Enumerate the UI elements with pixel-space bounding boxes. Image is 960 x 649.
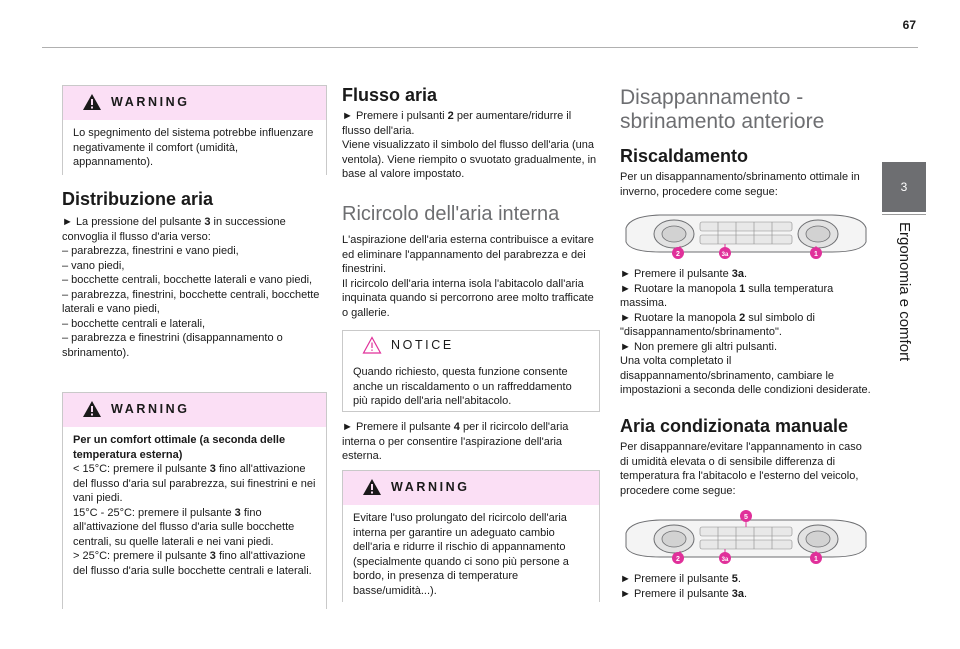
- ac-step: ► Premere il pulsante 5.: [620, 573, 741, 585]
- warning-body: [343, 505, 599, 602]
- warning-line: > 25°C: premere il pulsante 3 fino all'attivazione del flusso d'aria sulle bocchette centrali e laterali.: [73, 550, 312, 577]
- heating-step: ► Ruotare la manopola 1 sulla temperatura massima.: [620, 282, 834, 309]
- warning-line: 15°C - 25°C: premere il pulsante 3 fino all'attivazione del flusso d'aria sulle bocchette centrali, su quelle laterali e nei vani piedi.: [73, 506, 295, 548]
- ac-intro: Per disappannare/evitare l'appannamento in caso di umidità elevata o di sensibile differenza di temperatura fra l'abitacolo e l'esterno del veicolo, procedere come segue:: [620, 441, 862, 497]
- section-title-defrost: Disappannamento - sbrinamento anteriore: [620, 86, 825, 133]
- section-title-manual-ac: Aria condizionata manuale: [620, 416, 849, 436]
- distribution-option: – bocchette centrali, bocchette laterali e vano piedi,: [62, 274, 313, 286]
- heating-steps: [620, 267, 872, 398]
- callout-label: 3a: [721, 557, 729, 563]
- chapter-title: Ergonomia e comfort: [896, 222, 913, 362]
- section-title-air-distribution: Distribuzione aria: [62, 189, 214, 209]
- warning-box-optimal-comfort: [62, 392, 327, 609]
- recirculation-instruction: ► Premere il pulsante 4 per il ricircolo dell'aria interna o per consentire l'aspirazione dell'aria esterna.: [342, 421, 569, 462]
- callout-label: 1: [814, 556, 818, 563]
- climate-panel-diagram-ac: [620, 507, 872, 569]
- chapter-tab-divider: [882, 214, 926, 215]
- distribution-option: – vano piedi,: [62, 259, 125, 272]
- distribution-option: – parabrezza, finestrini e vano piedi,: [62, 245, 239, 257]
- heating-step: ► Non premere gli altri pulsanti.: [620, 340, 778, 353]
- heating-note: Una volta completato il disappannamento/sbrinamento, cambiare le impostazioni a seconda delle condizioni desiderate.: [620, 355, 871, 396]
- distribution-option: – parabrezza e finestrini (disappannamento o sbrinamento).: [62, 332, 283, 359]
- warning-icon: [82, 400, 102, 418]
- callout-label: 3a: [721, 252, 729, 258]
- heating-intro: Per un disappannamento/sbrinamento ottimale in inverno, procedere come segue:: [620, 171, 860, 198]
- callout-label: 2: [676, 556, 680, 563]
- page-number: 67: [902, 18, 916, 32]
- notice-box: [342, 330, 600, 412]
- warning-header: [343, 471, 599, 505]
- flow-description: Viene visualizzato il simbolo del flusso dell'aria (una ventola). Viene riempito o svuotato gradualmente, in base al valore impostato.: [342, 139, 597, 180]
- warning-label: WARNING: [111, 402, 190, 416]
- notice-body: [343, 357, 599, 415]
- warning-label: WARNING: [391, 480, 470, 494]
- distribution-option: – bocchette centrali e laterali,: [62, 317, 206, 330]
- climate-panel-diagram-heating: [620, 208, 872, 264]
- warning-line: < 15°C: premere il pulsante 3 fino all'attivazione del flusso d'aria sul parabrezza, sui finestrini e nei vani piedi.: [73, 463, 316, 504]
- warning-text: Evitare l'uso prolungato del ricircolo dell'aria interna per garantire un adeguato cambio dell'aria e ridurre il rischio di appannamento (specialmente quando ci sono più persone a bordo, in presenza di temperature basse/umidità...).: [353, 512, 569, 597]
- heating-step: ► Ruotare la manopola 2 sul simbolo di "disappannamento/sbrinamento".: [620, 311, 815, 338]
- callout-label: 5: [744, 514, 748, 521]
- warning-label: WARNING: [111, 95, 190, 109]
- warning-title: Per un comfort ottimale (a seconda delle temperatura esterna): [73, 434, 286, 461]
- distribution-step: ► La pressione del pulsante 3 in successione convoglia il flusso d'aria verso:: [62, 216, 286, 243]
- warning-body: [63, 427, 326, 609]
- warning-box-system-off: [62, 85, 327, 175]
- air-flow-text: [342, 109, 600, 182]
- notice-icon: [362, 336, 382, 354]
- distribution-option: – parabrezza, finestrini, bocchette centrali, bocchette laterali e vano piedi,: [62, 288, 320, 315]
- section-title-heating: Riscaldamento: [620, 146, 749, 166]
- ac-step: ► Premere il pulsante 3a.: [620, 587, 748, 600]
- header-divider: [42, 47, 918, 48]
- recirculation-paragraph: L'aspirazione dell'aria esterna contribuisce a evitare ed eliminare l'appannamento del parabrezza e dei finestrini.: [342, 234, 594, 275]
- warning-text: Lo spegnimento del sistema potrebbe influenzare negativamente il comfort (umidità, appannamento).: [73, 127, 314, 168]
- recirculation-paragraph: Il ricircolo dell'aria interna isola l'abitacolo dall'aria inquinata quando si percorrono aree molto trafficate o gallerie.: [342, 277, 594, 319]
- warning-box-recirculation: [342, 470, 600, 602]
- warning-header: [63, 393, 326, 427]
- notice-label: NOTICE: [391, 338, 454, 352]
- section-title-air-flow: Flusso aria: [342, 85, 438, 105]
- notice-text: Quando richiesto, questa funzione consente anche un riscaldamento o un raffreddamento più rapido dell'aria nell'abitacolo.: [353, 366, 572, 407]
- warning-body: [63, 120, 326, 175]
- heating-step: ► Premere il pulsante 3a.: [620, 268, 748, 280]
- ac-steps: [620, 572, 872, 601]
- warning-icon: [362, 478, 382, 496]
- callout-label: 2: [676, 251, 680, 258]
- callout-label: 1: [814, 251, 818, 258]
- warning-header: [63, 86, 326, 120]
- air-distribution-text: [62, 215, 324, 360]
- warning-icon: [82, 93, 102, 111]
- flow-step: ► Premere i pulsanti 2 per aumentare/ridurre il flusso dell'aria.: [342, 110, 572, 137]
- recirculation-text: [342, 233, 600, 320]
- section-title-recirculation: Ricircolo dell'aria interna: [342, 203, 560, 225]
- notice-header: [343, 331, 599, 357]
- chapter-tab[interactable]: 3: [882, 162, 926, 212]
